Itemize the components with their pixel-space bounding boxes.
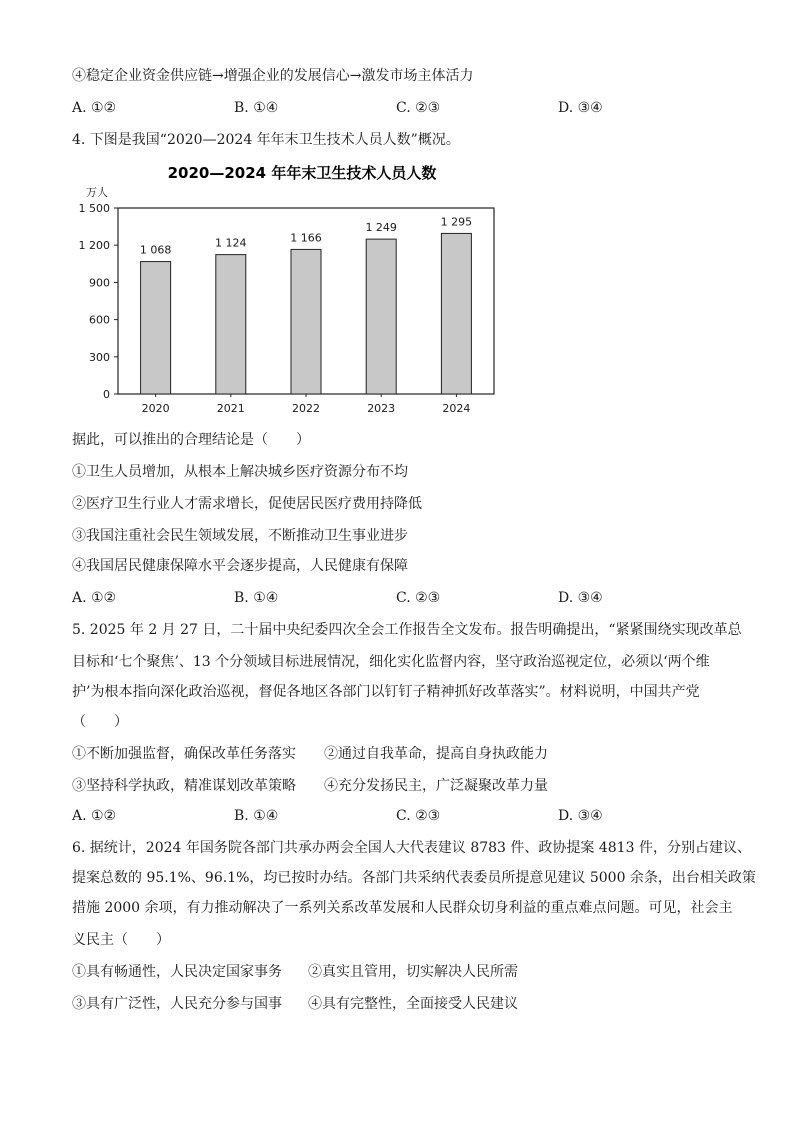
q3-options (72, 98, 722, 118)
y-tick-label: 300 (89, 350, 110, 364)
bar (141, 262, 171, 394)
q4-item-2: ②医疗卫生行业人才需求增长，促使居民医疗费用持降低 (72, 496, 422, 512)
bar (291, 249, 321, 394)
y-tick-label: 0 (103, 388, 110, 401)
bar-value-label: 1 295 (440, 215, 473, 229)
q4-options (72, 588, 722, 608)
bar-value-label: 1 166 (290, 231, 322, 245)
q4-item-3: ③我国注重社会民生领域发展，不断推动卫生事业进步 (72, 528, 408, 544)
q5-item-3: ③坚持科学执政，精准谋划改革策略 (72, 778, 296, 794)
bar-value-label: 1 068 (139, 243, 172, 257)
q5-option-b[interactable]: B. ①④ (234, 808, 279, 824)
q6-item-4: ④具有完整性，全面接受人民建议 (308, 996, 518, 1012)
q6-line-2: 提案总数的 95.1%、96.1%，均已按时办结。各部门共采纳代表委员所提意见建议 5000 余条，出台相关政策 (72, 870, 756, 886)
x-tick-label: 2020 (141, 402, 170, 415)
q5-item-4: ④充分发扬民主，广泛凝聚改革力量 (324, 778, 548, 794)
q5-option-d[interactable]: D. ③④ (558, 808, 603, 824)
q4-option-d[interactable]: D. ③④ (558, 590, 603, 606)
y-axis-unit: 万人 (86, 186, 108, 199)
q5-item-1: ①不断加强监督，确保改革任务落实 (72, 746, 296, 762)
q3-item-4: ④稳定企业资金供应链→增强企业的发展信心→激发市场主体活力 (72, 68, 474, 84)
q6-line-3: 措施 2000 余项，有力推动解决了一系列关系改革发展和人民群众切身利益的重点难点问题。可见，社会主 (72, 900, 733, 916)
q4-item-4: ④我国居民健康保障水平会逐步提高，人民健康有保障 (72, 558, 408, 574)
q3-option-b[interactable]: B. ①④ (234, 100, 279, 116)
bar (366, 239, 396, 394)
y-tick-label: 1 200 (78, 239, 110, 253)
q4-option-c[interactable]: C. ②③ (396, 590, 441, 606)
q5-item-2: ②通过自我革命，提高自身执政能力 (324, 746, 548, 762)
q6-item-1: ①具有畅通性，人民决定国家事务 (72, 964, 282, 980)
plot-area (79, 202, 495, 415)
q6-line-4: 义民主（ ） (72, 932, 170, 948)
chart-svg (72, 160, 512, 420)
bar (441, 233, 471, 394)
x-tick-label: 2024 (442, 402, 471, 415)
q4-stem: 4. 下图是我国“2020—2024 年年末卫生技术人员人数”概况。 (72, 132, 460, 148)
bar-value-label: 1 249 (365, 221, 397, 235)
q4-question: 据此，可以推出的合理结论是（ ） (72, 432, 310, 448)
q4-option-b[interactable]: B. ①④ (234, 590, 279, 606)
q6-item-3: ③具有广泛性，人民充分参与国事 (72, 996, 282, 1012)
y-tick-label: 1 500 (78, 202, 110, 215)
q4-item-1: ①卫生人员增加，从根本上解决城乡医疗资源分布不均 (72, 464, 408, 480)
bar (216, 255, 246, 394)
q5-option-a[interactable]: A. ①② (72, 808, 117, 824)
q3-option-a[interactable]: A. ①② (72, 100, 117, 116)
chart-title: 2020—2024 年年末卫生技术人员人数 (167, 164, 437, 182)
q6-item-2: ②真实且管用，切实解决人民所需 (308, 964, 518, 980)
q5-options (72, 806, 722, 826)
q5-line-2: 目标和‘七个聚焦’、13 个分领域目标进展情况，细化实化监督内容，坚守政治巡视定位，必须以‘两个维 (72, 654, 710, 670)
q5-line-1: 5. 2025 年 2 月 27 日，二十届中央纪委四次全会工作报告全文发布。报告明确提出，“紧紧围绕实现改革总 (72, 622, 742, 638)
bar-chart (72, 160, 512, 420)
q5-line-4: （ ） (72, 714, 128, 730)
x-tick-label: 2022 (292, 402, 320, 415)
y-tick-label: 900 (89, 276, 110, 290)
q3-option-d[interactable]: D. ③④ (558, 100, 603, 116)
q4-option-a[interactable]: A. ①② (72, 590, 117, 606)
x-tick-label: 2021 (216, 402, 245, 415)
q5-option-c[interactable]: C. ②③ (396, 808, 441, 824)
q6-line-1: 6. 据统计，2024 年国务院各部门共承办两会全国人大代表建议 8783 件、政协提案 4813 件，分别占建议、 (72, 840, 751, 856)
y-tick-label: 600 (89, 313, 110, 327)
bar-value-label: 1 124 (215, 236, 247, 250)
q3-option-c[interactable]: C. ②③ (396, 100, 441, 116)
q5-line-3: 护’为根本指向深化政治巡视，督促各地区各部门以钉钉子精神抓好改革落实”。材料说明，中国共产党 (72, 684, 700, 700)
x-tick-label: 2023 (367, 402, 396, 415)
